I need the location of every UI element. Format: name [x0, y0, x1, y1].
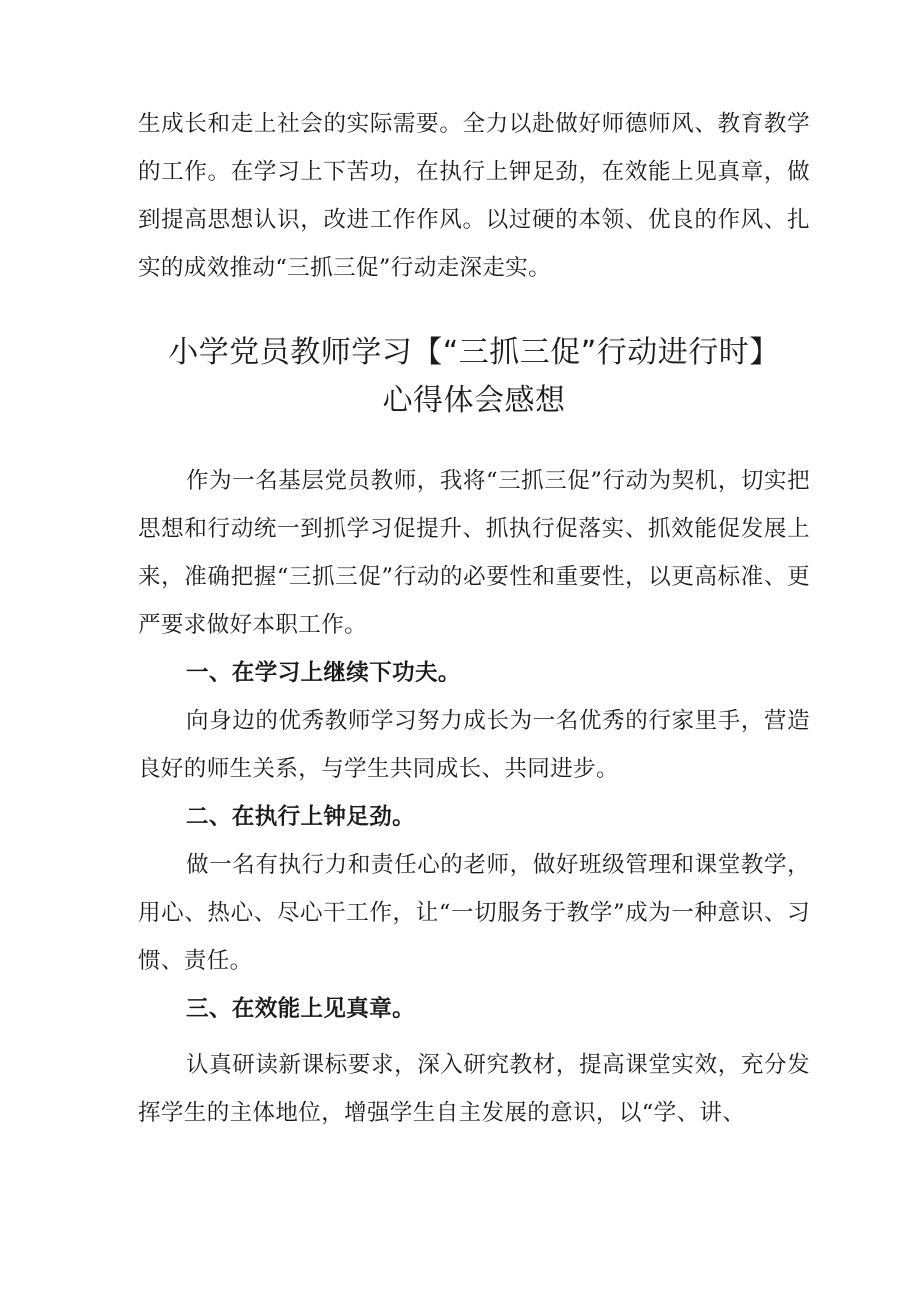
section-heading-2: 二、在执行上钟足劲。	[186, 804, 416, 830]
section-body-1: 向身边的优秀教师学习努力成长为一名优秀的行家里手，营造良好的师生关系，与学生共同成长、共同进步。	[138, 708, 810, 782]
continuation-paragraph: 生成长和走上社会的实际需要。全力以赴做好师德师风、教育教学的工作。在学习上下苦功，在执行上钾足劲，在效能上见真章，做到提高思想认识，改进工作作风。以过硬的本领、优良的作风、扎实的成效推动“三抓三促”行动走深走实。	[138, 111, 810, 281]
article-title-line-2: 心得体会感想	[382, 383, 566, 418]
intro-paragraph: 作为一名基层党员教师，我将“三抓三促”行动为契机，切实把思想和行动统一到抓学习促提升、抓执行促落实、抓效能促发展上来，准确把握“三抓三促”行动的必要性和重要性，以更高标准、更严要求做好本职工作。	[138, 468, 810, 638]
article-title-line-1: 小学党员教师学习【“三抓三促”行动进行时】	[168, 335, 780, 370]
section-heading-1: 一、在学习上继续下功夫。	[186, 660, 461, 686]
section-body-3: 认真研读新课标要求，深入研究教材，提高课堂实效，充分发挥学生的主体地位，增强学生自主发展的意识，以“学、讲、	[138, 1052, 810, 1126]
article-title	[138, 329, 810, 425]
section-body-2: 做一名有执行力和责任心的老师，做好班级管理和课堂教学，用心、热心、尽心干工作，让“一切服务于教学”成为一种意识、习惯、责任。	[138, 852, 810, 974]
document-content	[138, 100, 810, 1137]
section-heading-3: 三、在效能上见真章。	[186, 996, 416, 1022]
